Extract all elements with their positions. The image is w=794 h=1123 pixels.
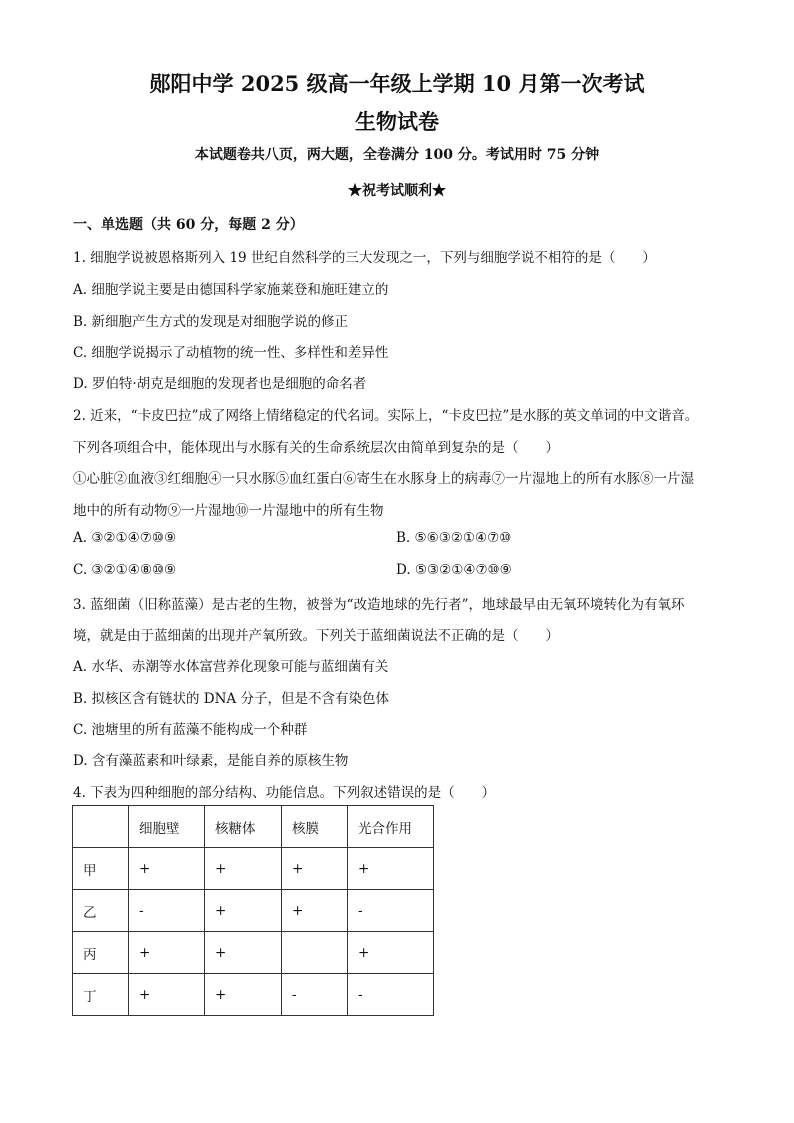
table-cell: - — [282, 974, 348, 1016]
table-header-cell — [73, 806, 129, 848]
table-cell: 乙 — [73, 890, 129, 932]
table-cell: - — [348, 890, 434, 932]
q2-option-d: D. ⑤③②①④⑦⑩⑨ — [396, 562, 512, 578]
table-header-cell: 核糖体 — [205, 806, 282, 848]
table-cell: + — [129, 974, 205, 1016]
table-cell: + — [348, 848, 434, 890]
table-cell: + — [282, 848, 348, 890]
section-heading: 一、单选题（共 60 分，每题 2 分） — [73, 217, 304, 233]
table-cell: + — [205, 890, 282, 932]
table-header-cell: 光合作用 — [348, 806, 434, 848]
table-cell: + — [129, 932, 205, 974]
table-row — [73, 932, 434, 974]
table-cell: + — [348, 932, 434, 974]
table-cell: 丙 — [73, 932, 129, 974]
table-cell: 丁 — [73, 974, 129, 1016]
q3-option-d: D. 含有藻蓝素和叶绿素，是能自养的原核生物 — [73, 753, 349, 769]
q1-stem: 1. 细胞学说被恩格斯列入 19 世纪自然科学的三大发现之一，下列与细胞学说不相符的是（ ） — [73, 250, 656, 266]
q3-stem-line1: 3. 蓝细菌（旧称蓝藻）是古老的生物，被誉为“改造地球的先行者”，地球最早由无氧环境转化为有氧环 — [73, 597, 685, 613]
table-cell: + — [205, 848, 282, 890]
table-header-cell: 细胞壁 — [129, 806, 205, 848]
cell-structure-table — [72, 805, 434, 1016]
table-header-cell: 核膜 — [282, 806, 348, 848]
exam-info: 本试题卷共八页，两大题，全卷满分 100 分。考试用时 75 分钟 — [194, 147, 600, 163]
table-cell: - — [348, 974, 434, 1016]
q3-option-b: B. 拟核区含有链状的 DNA 分子，但是不含有染色体 — [73, 691, 389, 707]
q2-stem-line2: 下列各项组合中，能体现出与水豚有关的生命系统层次由简单到复杂的是（ ） — [73, 440, 559, 456]
q2-option-b: B. ⑤⑥③②①④⑦⑩ — [396, 530, 512, 546]
q2-stem-line1: 2. 近来，“卡皮巴拉”成了网络上情绪稳定的代名词。实际上，“卡皮巴拉”是水豚的英文单词的中文谐音。 — [73, 408, 699, 424]
table-cell: 甲 — [73, 848, 129, 890]
q3-option-a: A. 水华、赤潮等水体富营养化现象可能与蓝细菌有关 — [73, 659, 389, 675]
q1-option-b: B. 新细胞产生方式的发现是对细胞学说的修正 — [73, 314, 349, 330]
q1-option-c: C. 细胞学说揭示了动植物的统一性、多样性和差异性 — [73, 345, 389, 361]
exam-subtitle: 生物试卷 — [355, 109, 439, 134]
q3-stem-line2: 境，就是由于蓝细菌的出现并产氧所致。下列关于蓝细菌说法不正确的是（ ） — [73, 628, 559, 644]
table-row — [73, 890, 434, 932]
table-cell — [282, 932, 348, 974]
table-cell: + — [205, 932, 282, 974]
table-cell: + — [205, 974, 282, 1016]
table-cell: + — [282, 890, 348, 932]
q2-option-a: A. ③②①④⑦⑩⑨ — [73, 530, 177, 546]
table-header-row — [73, 806, 434, 848]
q2-items-line1: ①心脏②血液③红细胞④一只水豚⑤血红蛋白⑥寄生在水豚身上的病毒⑦一片湿地上的所有水豚⑧一片湿 — [73, 471, 694, 487]
q3-option-c: C. 池塘里的所有蓝藻不能构成一个种群 — [73, 722, 308, 738]
q4-stem: 4. 下表为四种细胞的部分结构、功能信息。下列叙述错误的是（ ） — [73, 785, 496, 801]
q1-option-a: A. 细胞学说主要是由德国科学家施莱登和施旺建立的 — [73, 282, 389, 298]
table-cell: - — [129, 890, 205, 932]
exam-wish: ★祝考试顺利★ — [348, 183, 446, 199]
q1-option-d: D. 罗伯特·胡克是细胞的发现者也是细胞的命名者 — [73, 376, 367, 392]
q2-option-c: C. ③②①④⑧⑩⑨ — [73, 562, 177, 578]
table-row — [73, 848, 434, 890]
table-row — [73, 974, 434, 1016]
table-cell: + — [129, 848, 205, 890]
exam-title: 郧阳中学 2025 级高一年级上学期 10 月第一次考试 — [149, 71, 645, 96]
q2-items-line2: 地中的所有动物⑨一片湿地⑩一片湿地中的所有生物 — [73, 503, 384, 519]
